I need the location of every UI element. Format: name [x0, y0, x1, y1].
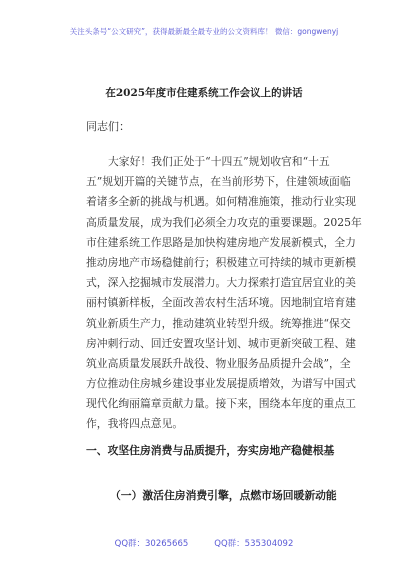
body-line: 市住建系统工作思路是加快构建房地产发展新模式，全力 [86, 235, 356, 249]
footer-qq-group-2: QQ群：535304092 [214, 539, 294, 549]
body-line: 式，深入挖掘城市发展潜力。大力探索打造宜居宜业的美 [86, 276, 356, 290]
body-line: 高质量发展，成为我们必须全力攻克的重要课题。2025年 [86, 215, 362, 229]
header-note: 关注头条号“公文研究”，获得最新最全最专业的公文资料库！ 微信：gongwenyj [69, 27, 339, 36]
body-line: 着诸多全新的挑战与机遇。如何精准施策，推动行业实现 [86, 195, 356, 209]
section-heading-2: （一）激活住房消费引擎，点燃市场回暖新动能 [110, 489, 337, 502]
body-paragraph [86, 152, 362, 435]
body-line: 丽村镇新样板，全面改善农村生活环境。因地制宜培育建 [86, 296, 356, 310]
salutation: 同志们： [86, 120, 130, 133]
body-line: 筑业新质生产力，推动建筑业转型升级。统筹推进“保交 [86, 316, 351, 330]
footer-contact [0, 537, 408, 549]
footer-qq-group-1: QQ群：30265665 [114, 539, 189, 549]
section-heading-1: 一、攻坚住房消费与品质提升，夯实房地产稳健根基 [86, 444, 335, 457]
body-line: 筑业高质量发展跃升战役、物业服务品质提升会战”，全 [86, 356, 351, 370]
body-line: 大家好！我们正处于“十四五”规划收官和“十五 [108, 155, 330, 168]
body-line: 现代化绚丽篇章贡献力量。接下来，围绕本年度的重点工 [86, 397, 356, 411]
body-line: 方位推动住房城乡建设事业发展提质增效，为谱写中国式 [86, 377, 356, 391]
body-line: 房冲刺行动、回迁安置攻坚计划、城市更新突破工程、建 [86, 336, 356, 350]
document-title: 在2025年度市住建系统工作会议上的讲话 [105, 87, 303, 99]
body-line: 作，我将四点意见。 [86, 417, 184, 431]
body-line: 推动房地产市场稳健前行；积极建立可持续的城市更新模 [86, 255, 356, 269]
body-line: 五”规划开篇的关键节点，在当前形势下，住建领域面临 [86, 175, 351, 189]
